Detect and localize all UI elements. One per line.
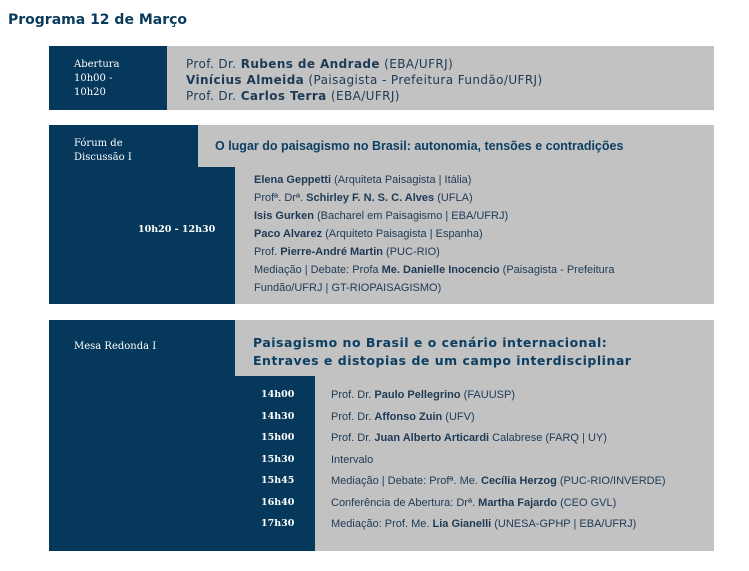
- forum-time: 10h20 - 12h30: [138, 224, 216, 235]
- speaker-suffix: (Paisagista - Prefeitura: [499, 264, 615, 276]
- page-title: Programa 12 de Março: [8, 12, 188, 28]
- schedule-time: 14h00: [261, 389, 295, 400]
- forum-time-bg: [49, 167, 235, 304]
- speaker-name: Vinícius Almeida: [186, 73, 305, 87]
- speaker-name: Isis Gurken: [254, 210, 314, 222]
- schedule-time: 15h30: [261, 453, 295, 465]
- speaker-suffix: (UFLA): [434, 192, 473, 204]
- speaker-suffix: (EBA/UFRJ): [326, 89, 400, 103]
- speaker-suffix: (Bacharel em Paisagismo | EBA/UFRJ): [313, 210, 509, 222]
- speaker-line: [331, 449, 373, 471]
- forum-heading: O lugar do paisagismo no Brasil: autonomia, tensões e contradições: [215, 139, 624, 153]
- speaker-prefix: Fundão/UFRJ | GT-RIOPAISAGISMO): [254, 282, 442, 294]
- speaker-prefix: Mediação: Prof. Me.: [331, 518, 433, 530]
- speaker-line: [331, 406, 475, 428]
- speaker-prefix: Conferência de Abertura: Drª.: [331, 496, 479, 509]
- speaker-suffix: (Arquiteto Paisagista | Espanha): [322, 228, 483, 240]
- speaker-prefix: Intervalo: [331, 453, 374, 466]
- speaker-line: [254, 171, 471, 189]
- speaker-suffix: (CEO GVL): [557, 496, 617, 509]
- speaker-line: [331, 513, 636, 535]
- schedule-time: 14h30: [261, 410, 295, 422]
- speaker-name: Me. Danielle Inocencio: [381, 264, 500, 276]
- speaker-line: [254, 207, 508, 225]
- speaker-suffix: (UNESA-GPHP | EBA/UFRJ): [491, 518, 637, 530]
- schedule-time: 17h30: [261, 518, 295, 529]
- speaker-name: Paulo Pellegrino: [374, 389, 461, 401]
- speaker-name: Affonso Zuin: [374, 410, 443, 423]
- speaker-name: Pierre-André Martin: [280, 246, 383, 258]
- speaker-line: [254, 243, 440, 261]
- speaker-line: [254, 189, 473, 207]
- schedule-time: 16h40: [261, 496, 295, 508]
- speaker-prefix: Prof. Dr.: [186, 57, 241, 71]
- speaker-name: Rubens de Andrade: [240, 57, 380, 71]
- speaker-name: Juan Alberto Articardi: [374, 432, 490, 444]
- speaker-prefix: Mediação | Debate: Profª. Me.: [331, 475, 481, 487]
- speaker-name: Elena Geppetti: [254, 174, 332, 186]
- abertura-label: Abertura 10h00 - 10h20: [74, 59, 120, 98]
- speaker-suffix: (EBA/UFRJ): [379, 57, 454, 71]
- speaker-line: [254, 279, 441, 297]
- speaker-prefix: Profª. Drª.: [254, 192, 307, 204]
- speaker-suffix: (PUC-RIO/INVERDE): [556, 475, 666, 487]
- speaker-suffix: (Paisagista - Prefeitura Fundão/UFRJ): [304, 73, 543, 87]
- speaker-line: [331, 470, 666, 492]
- speaker-line: [186, 88, 400, 104]
- speaker-suffix: Calabrese (FARQ | UY): [489, 432, 607, 444]
- speaker-suffix: (UFV): [442, 410, 475, 423]
- speaker-prefix: Prof. Dr.: [331, 410, 375, 423]
- schedule-time: 15h00: [261, 432, 295, 443]
- speaker-line: [331, 492, 616, 514]
- speaker-name: Lia Gianelli: [432, 518, 492, 530]
- speaker-prefix: Prof.: [254, 246, 281, 258]
- speaker-line: [186, 56, 453, 72]
- speaker-name: Martha Fajardo: [478, 496, 558, 509]
- speaker-name: Carlos Terra: [240, 89, 327, 103]
- speaker-prefix: Prof. Dr.: [331, 389, 375, 401]
- forum-label: Fórum de Discussão I: [74, 138, 132, 163]
- speaker-suffix: (PUC-RIO): [383, 246, 440, 258]
- speaker-prefix: Mediação | Debate: Profa: [254, 264, 382, 276]
- speaker-line: [331, 384, 515, 406]
- mesa-label: Mesa Redonda I: [74, 341, 157, 352]
- schedule-time: 15h45: [261, 475, 295, 486]
- speaker-prefix: Prof. Dr.: [331, 432, 375, 444]
- speaker-line: [331, 427, 607, 449]
- speaker-name: Schirley F. N. S. C. Alves: [306, 192, 435, 204]
- speaker-name: Cecília Herzog: [481, 475, 557, 487]
- speaker-line: [254, 261, 615, 279]
- mesa-heading: Paisagismo no Brasil e o cenário internacional: Entraves e distopias de um campo interdisciplinar: [253, 335, 632, 368]
- speaker-line: [186, 72, 543, 88]
- speaker-name: Paco Alvarez: [254, 228, 323, 240]
- speaker-line: [254, 225, 483, 243]
- speaker-prefix: Prof. Dr.: [186, 89, 241, 103]
- speaker-suffix: (Arquiteta Paisagista | Itália): [331, 174, 472, 186]
- speaker-suffix: (FAUUSP): [460, 389, 515, 401]
